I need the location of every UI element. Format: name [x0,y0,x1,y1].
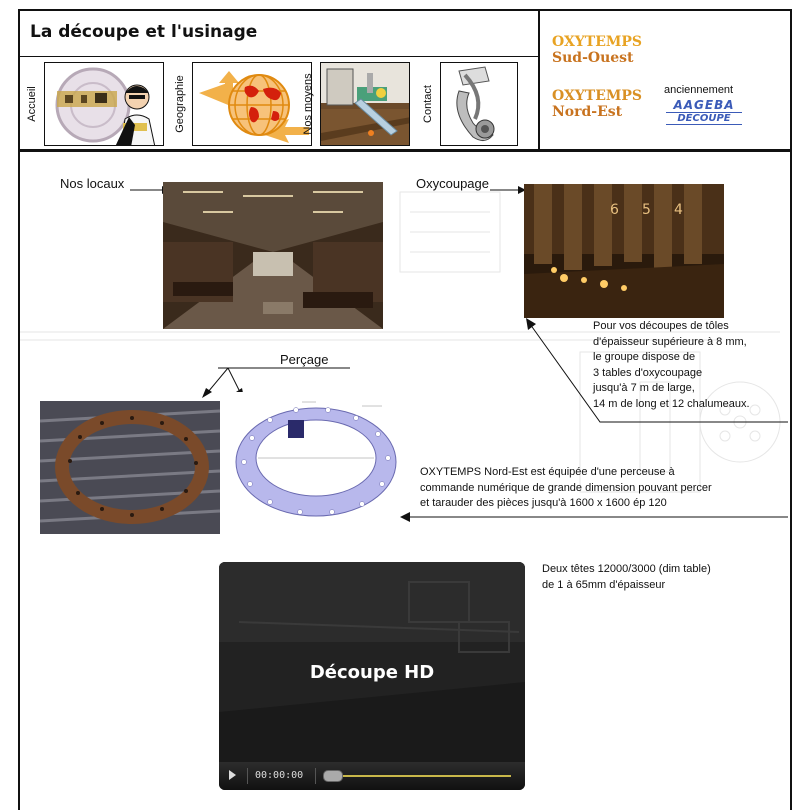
video-progress-track[interactable] [325,775,511,777]
arrow-right-icon [490,182,526,198]
play-icon[interactable] [229,770,236,780]
svg-text:5: 5 [642,202,651,218]
title-divider [18,56,538,57]
cutting-machine-icon[interactable] [320,62,410,146]
video-description: Deux têtes 12000/3000 (dim table) de 1 à 65mm d'épaisseur [542,563,711,591]
nav-item-geographie[interactable] [170,62,314,146]
svg-text:4: 4 [674,202,683,218]
oxycutting-photo [524,184,724,318]
label-nos-locaux: Nos locaux [60,176,125,191]
header-divider [538,9,540,151]
brand-sud-ouest[interactable] [552,34,642,66]
control-separator [315,768,316,784]
video-time: 00:00:00 [255,770,304,781]
arrow-up-left-icon [520,318,790,424]
svg-text:6: 6 [610,202,619,218]
video-player[interactable] [219,562,525,790]
brand-region-sud-ouest: Sud-Ouest [552,50,634,66]
drilling-photo [40,401,220,534]
phone-icon[interactable] [440,62,518,146]
nav-item-accueil[interactable] [22,62,166,146]
nav-label-nos-moyens: Nos moyens [302,73,314,135]
old-logo: AAGEBA DÉCOUPE [666,98,742,126]
video-title: Découpe HD [309,662,435,683]
warehouse-photo [163,182,383,329]
formerly-label: anciennement [664,84,734,96]
oxycoupage-description: Pour vos découpes de tôles d'épaisseur supérieure à 8 mm, le groupe dispose de 3 tables d'oxycoupage jusqu'à 7 m de large, 14 m de long et 12 chalumeaux. [593,320,750,410]
label-oxycoupage: Oxycoupage [416,176,489,191]
home-icon[interactable] [44,62,164,146]
brand-nord-est[interactable] [552,88,642,120]
nav-label-contact: Contact [422,85,434,123]
nav-label-accueil: Accueil [26,86,38,122]
globe-icon[interactable] [192,62,312,146]
brand-name: OXYTEMPS [552,88,643,104]
brand-region-nord-est: Nord-Est [552,104,623,120]
arrow-left-icon [400,508,790,522]
control-separator [247,768,248,784]
video-controls [219,762,525,790]
nav-label-geographie: Geographie [174,75,186,133]
video-scrubber[interactable] [323,770,343,782]
percage-description: OXYTEMPS Nord-Est est équipée d'une perceuse à commande numérique de grande dimension pouvant percer et tarauder des pièces jusqu'à 1600 x 1600 ép 120 [420,466,712,509]
page-title: La découpe et l'usinage [30,22,258,42]
ring-drawing [232,392,400,522]
nav-item-contact[interactable] [418,62,530,146]
label-percage: Perçage [280,352,329,367]
brand-name: OXYTEMPS [552,34,643,50]
